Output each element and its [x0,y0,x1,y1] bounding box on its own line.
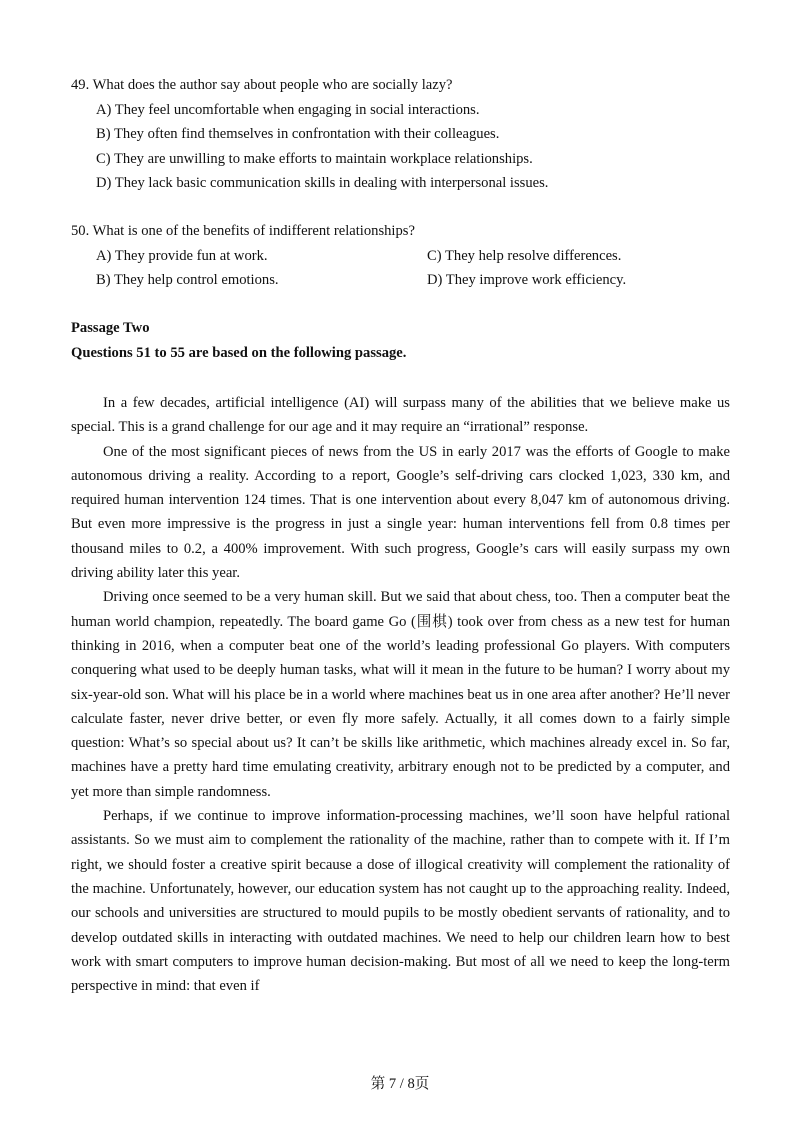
option-c: C) They help resolve differences. [427,247,622,264]
option-b: B) They often find themselves in confrontation with their colleagues. [96,126,500,142]
option-c: C) They are unwilling to make efforts to maintain workplace relationships. [96,150,533,167]
options-grid [96,244,731,293]
question-stem: 50. What is one of the benefits of indifferent relationships? [71,223,415,239]
question-stem: 49. What does the author say about people who are socially lazy? [71,77,453,93]
option-d: D) They lack basic communication skills in dealing with interpersonal issues. [96,175,549,191]
paragraph: One of the most significant pieces of news from the US in early 2017 was the efforts of Google to make autonomous driving a reality. According to a report, Google’s self-driving cars clocked 1,023, 330 km, and required human intervention 124 times. That is one intervention about every 8,047 km of autonomous driving. But even more impressive is the progress in just a single year: human interventions fell from 0.8 times per thousand miles to 0.2, a 400% improvement. With such progress, Google’s cars will easily surpass my own driving ability later this year. [71,443,730,582]
page-number: 第 7 / 8页 [370,1076,430,1092]
passage-title: Passage Two [71,320,150,336]
option-a: A) They provide fun at work. [96,247,268,264]
passage-body [71,391,730,998]
paragraph: In a few decades, artificial intelligence (AI) will surpass many of the abilities that we believe make us special. This is a grand challenge for our age and it may require an “irrational” response. [71,395,730,436]
question-50 [71,219,731,293]
option-d: D) They improve work efficiency. [427,272,627,288]
option-a: A) They feel uncomfortable when engaging in social interactions. [96,101,480,118]
paragraph: Driving once seemed to be a very human skill. But we said that about chess, too. Then a computer beat the human world champion, repeatedly. The board game Go (围棋) took over from chess as a new test for human thinking in 2016, when a computer beat one of the world’s leading professional Go players. With computers conquering what used to be deeply human tasks, what will it mean in the future to be human? I worry about my six-year-old son. What will his place be in a world where machines beat us in one area after another? He’ll never calculate faster, never drive better, or even fly more safely. Actually, it all comes down to a fairly simple question: What’s so special about us? It can’t be skills like arithmetic, which machines already excel in. So far, machines have a pretty hard time emulating creativity, arbitrary enough not to be predicted by a computer, and yet more than simple randomness. [71,589,730,800]
passage-instruction: Questions 51 to 55 are based on the following passage. [71,345,407,361]
option-b: B) They help control emotions. [96,272,279,288]
paragraph: Perhaps, if we continue to improve information-processing machines, we’ll soon have helpful rational assistants. So we must aim to complement the rationality of the machine, rather than to compete with it. If I’m right, we should foster a creative spirit because a dose of illogical creativity will complement the rationality of the machine. Unfortunately, however, our education system has not caught up to the approaching reality. Indeed, our schools and universities are structured to mould pupils to be mostly obedient servants of rationality, and to develop outdated skills in interacting with outdated machines. We need to help our children learn how to best work with smart computers to improve human decision-making. But most of all we need to keep the long-term perspective in mind: that even if [71,808,730,995]
question-49 [71,73,731,196]
